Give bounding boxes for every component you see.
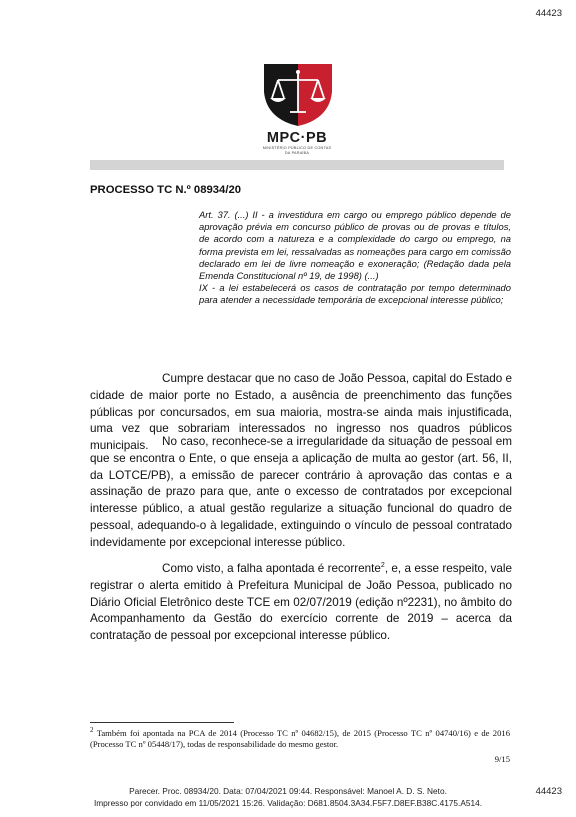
body-paragraph-3 — [90, 561, 512, 645]
quote-paragraph-2: IX - a lei estabelecerá os casos de contratação por tempo determinado para atender a necessidade temporária de excepcional interesse público; — [199, 282, 511, 306]
page-id-top: 44423 — [535, 8, 562, 19]
legal-quote — [199, 209, 511, 307]
body-paragraph-1-text: Cumpre destacar que no caso de João Pessoa, capital do Estado e cidade de maior porte no Estado, a ausência de preenchimento das funções públicas por concursados, em sua maioria, mostra-se ainda mais injustificada, uma vez que sobrariam interessados no ingresso nos quadros públicos municipais. — [90, 372, 512, 453]
p3-end: , e, a esse respeito, vale registrar o alerta emitido à Prefeitura Municipal de João Pessoa, publicado no Diário Oficial Eletrônico deste TCE em 02/07/2019 (edição nº2231), no âmbito do Acompanhamento da Gestão do exercício corrente de 2019 – acerca da contratação de pessoal por excepcional interesse público. — [90, 562, 513, 643]
validation-stamp-line-1: Parecer. Proc. 08934/20. Data: 07/04/2021 09:44. Responsável: Manoel A. D. S. Neto. — [129, 786, 447, 796]
validation-stamp-line-2: Impresso por convidado em 11/05/2021 15:26. Validação: D681.8504.3A34.F5F7.D8EF.B38C.4175.A514. — [93, 798, 483, 808]
footnote-separator — [90, 722, 234, 723]
body-paragraph-3-text — [90, 561, 512, 645]
logo-subtitle-1: MINISTÉRIO PÚBLICO DE CONTAS — [262, 146, 332, 150]
quote-paragraph-1: Art. 37. (...) II - a investidura em cargo ou emprego público depende de aprovação prévia em concurso público de provas ou de provas e títulos, de acordo com a natureza e a complexidade do cargo ou emprego, na forma prevista em lei, ressalvadas as nomeações para cargo em comissão declarado em lei de livre nomeação e exoneração; (Redação dada pela Emenda Constitucional nº 19, de 1998) (...) — [199, 209, 511, 282]
body-paragraph-2-text: No caso, reconhece-se a irregularidade da situação de pessoal em que se encontra o Ente, o que enseja a aplicação de multa ao gestor (art. 56, II, da LOTCE/PB), a emissão de parecer contrário à aprovação das contas e a assinação de prazo para que, ante o excesso de contratados por excepcional interesse público, a atual gestão regularize a situação funcional do quadro de pessoal, adequando-o à legalidade, extinguindo o vínculo de pessoal contratado indevidamente por excepcional interesse público. — [90, 435, 512, 549]
p3-start: Como visto, a falha apontada é recorrente — [162, 562, 381, 575]
footnote-text: Também foi apontada na PCA de 2014 (Processo TC nº 04682/15), de 2015 (Processo TC nº 04740/16) e de 2016 (Processo TC nº 05448/17), todas de responsabilidade do mesmo gestor. — [90, 728, 510, 750]
footnote-mark: 2 — [90, 726, 94, 735]
footnote — [90, 728, 510, 751]
logo-title: MPC·PB — [266, 130, 328, 146]
logo-subtitle-2: DA PARAÍBA — [284, 150, 310, 155]
body-paragraph-2 — [90, 434, 512, 552]
footnote-ref[interactable]: 2 — [380, 562, 385, 570]
process-header: PROCESSO TC N.º 08934/20 — [90, 184, 242, 196]
logo-text — [247, 130, 347, 155]
page-id-bottom: 44423 — [535, 786, 562, 797]
page-of-counter: 9/15 — [494, 754, 510, 764]
header-divider-bar — [90, 160, 504, 170]
mpc-pb-logo-emblem — [262, 62, 334, 128]
